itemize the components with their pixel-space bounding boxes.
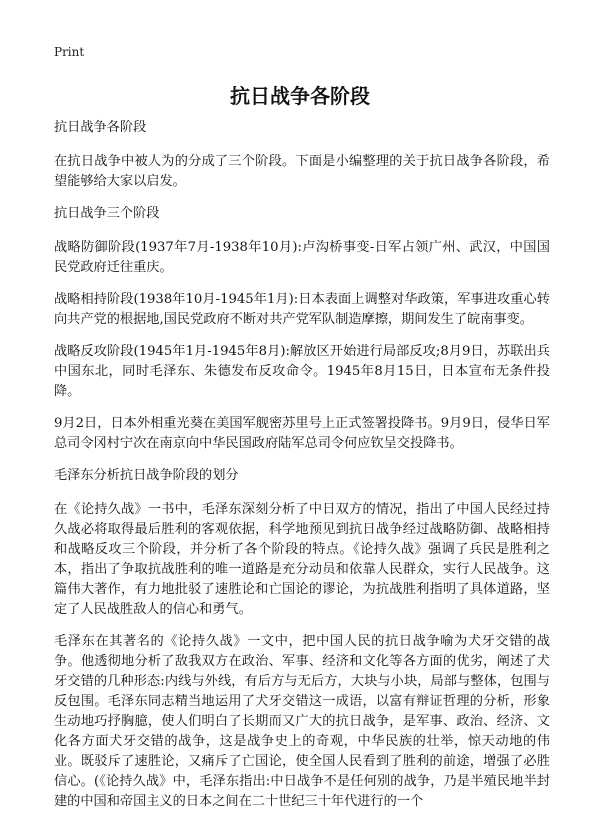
section-heading: 抗日战争各阶段: [54, 120, 147, 135]
paragraph: 战略相持阶段(1938年10月-1945年1月):日本表面上调整对华政策，军事进攻重心转向共产党的根据地,国民党政府不断对共产党军队制造摩擦，期间发生了皖南事变。: [54, 292, 550, 327]
paragraph: 在抗日战争中被人为的分成了三个阶段。下面是小编整理的关于抗日战争各阶段，希望能够给大家以启发。: [54, 154, 550, 189]
paragraph: 毛泽东在其著名的《论持久战》一文中，把中国人民的抗日战争喻为犬牙交错的战争。他透彻地分析了敌我双方在政治、军事、经济和文化等各方面的优劣，阐述了犬牙交错的几种形态:内线与外线，有后方与无后方，大块与小块，局部与整体，包围与反包围。毛泽东同志精当地运用了犬牙交错这一成语，以富有辩证哲理的分析，形象生动地巧抒胸臆，使人们明白了长期而又广大的抗日战争，是军事、政治、经济、文化各方面犬牙交错的战争，这是战争史上的奇观，中华民族的壮举，惊天动地的伟业。既驳斥了速胜论，又痛斥了亡国论，使全国人民看到了胜利的前途，增强了必胜信心。(《论持久战》中，毛泽东指出:中日战争不是任何别的战争，乃是半殖民地半封建的中国和帝国主义的日本之间在二十世纪三十年代进行的一个: [54, 634, 550, 809]
paragraph: 在《论持久战》一书中，毛泽东深刻分析了中日双方的情况，指出了中国人民经过持久战必将取得最后胜利的客观依据，科学地预见到抗日战争经过战略防御、战略相持和战略反攻三个阶段，并分析了各个阶段的特点。《论持久战》强调了兵民是胜利之本，指出了争取抗战胜利的唯一道路是充分动员和依靠人民群众，实行人民战争。这篇伟大著作，有力地批驳了速胜论和亡国论的谬论，为抗战胜利指明了具体道路，坚定了人民战胜敌人的信心和勇气。: [54, 502, 550, 617]
article-body: [54, 118, 550, 824]
paragraph: 9月2日，日本外相重光葵在美国军舰密苏里号上正式签署投降书。9月9日，侵华日军总司令冈村宁次在南京向中华民国政府陆军总司令何应钦呈交投降书。: [54, 416, 550, 451]
print-link[interactable]: Print: [54, 45, 85, 59]
page-title: 抗日战争各阶段: [230, 84, 370, 108]
paragraph: 战略反攻阶段(1945年1月-1945年8月):解放区开始进行局部反攻;8月9日，苏联出兵中国东北，同时毛泽东、朱德发布反攻命令。1945年8月15日，日本宣布无条件投降。: [54, 344, 550, 399]
section-heading: 抗日战争三个阶段: [54, 206, 160, 221]
paragraph: 战略防御阶段(1937年7月-1938年10月):卢沟桥事变-日军占领广州、武汉，中国国民党政府迁往重庆。: [54, 240, 550, 275]
section-heading: 毛泽东分析抗日战争阶段的划分: [54, 468, 239, 483]
